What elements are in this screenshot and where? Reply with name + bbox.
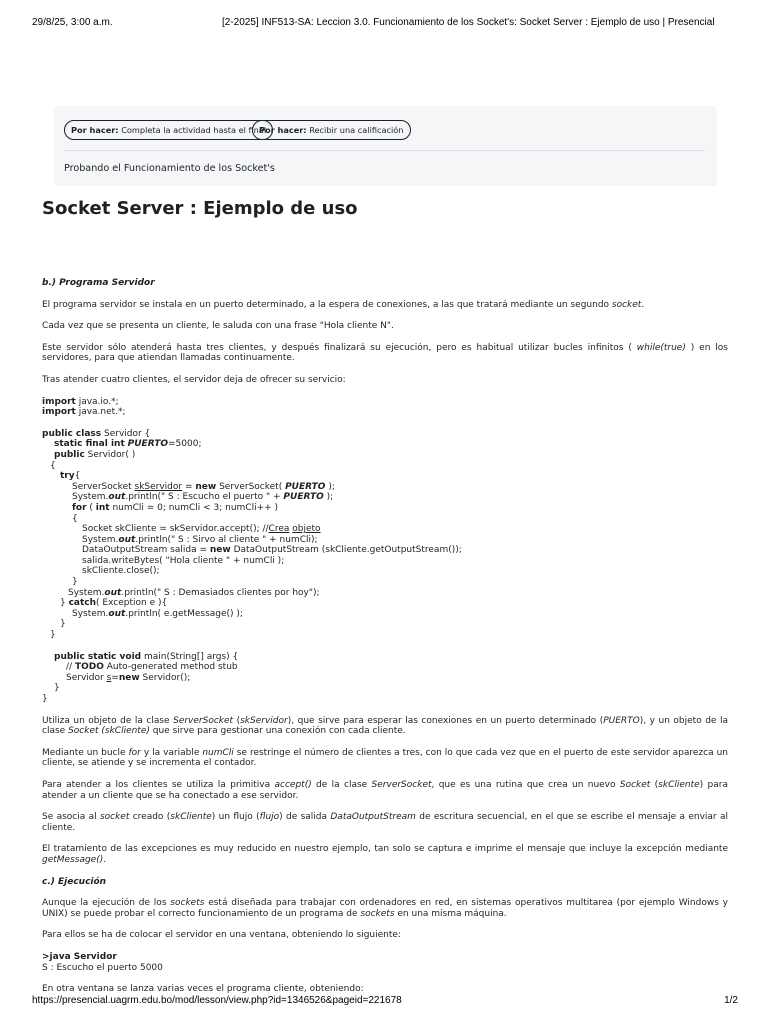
paragraph: En otra ventana se lanza varias veces el programa cliente, obteniendo: [42, 984, 364, 995]
code-line: for ( int numCli = 0; numCli < 3; numCli++ ) [72, 502, 279, 513]
code-line: try{ [60, 471, 81, 482]
code-line: skCliente.close(); [82, 566, 160, 577]
divider [64, 150, 705, 151]
code-line: Servidor s=new Servidor(); [66, 672, 191, 683]
code-line: static final int PUERTO=5000; [54, 439, 202, 450]
console-output: S : Escucho el puerto 5000 [42, 962, 163, 973]
code-line: System.out.println(" S : Escucho el puerto " + PUERTO ); [72, 492, 334, 503]
code-line: ServerSocket skServidor = new ServerSocket( PUERTO ); [72, 481, 335, 492]
code-line: DataOutputStream salida = new DataOutputStream (skCliente.getOutputStream()); [82, 545, 462, 556]
paragraph: Para atender a los clientes se utiliza la primitiva accept() de la clase ServerSocket, que es una rutina que crea un nuevo Socket (skCliente) para atender a un cliente que se ha conectado a ese servidor. [42, 779, 728, 801]
code-line: } [54, 683, 60, 694]
print-page-title: [2-2025] INF513-SA: Leccion 3.0. Funcionamiento de los Socket's: Socket Server : Ejemplo de uso | Presencial [222, 17, 715, 28]
lesson-name: Probando el Funcionamiento de los Socket's [64, 163, 275, 174]
paragraph: El tratamiento de las excepciones es muy reducido en nuestro ejemplo, tan solo se captura e imprime el mensaje que incluye la excepción mediante getMessage(). [42, 844, 728, 865]
paragraph: Mediante un bucle for y la variable numCli se restringe el número de clientes a tres, con lo que cada vez que en el puerto de este servidor aparezca un cliente, se atiende y se incrementa el contador. [42, 747, 729, 769]
code-line: { [50, 460, 56, 471]
paragraph: Este servidor sólo atenderá hasta tres clientes, y después finalizará su ejecución, pero es habitual utilizar bucles infinitos ( while(true) ) en los servidores, para que atiendan llamadas continuamente. [42, 342, 728, 364]
console-command: >java Servidor [42, 951, 117, 962]
page-url: https://presencial.uagrm.edu.bo/mod/lesson/view.php?id=1346526&pageid=221678 [32, 995, 402, 1006]
paragraph: Se asocia al socket creado (skCliente) un flujo (flujo) de salida DataOutputStream de escritura secuencial, en el que se escribe el mensaje a enviar al cliente. [42, 812, 728, 833]
print-footer [32, 995, 738, 1009]
code-line: } [50, 630, 56, 641]
print-header [32, 17, 736, 31]
paragraph: Tras atender cuatro clientes, el servidor deja de ofrecer su servicio: [42, 374, 346, 385]
code-line: // TODO Auto-generated method stub [66, 662, 238, 673]
code-line: { [72, 513, 78, 524]
paragraph: El programa servidor se instala en un puerto determinado, a la espera de conexiones, a las que tratará mediante un segundo socket. [42, 299, 645, 310]
page-number: 1/2 [724, 995, 738, 1006]
paragraph: Cada vez que se presenta un cliente, le saluda con una frase "Hola cliente N". [42, 321, 394, 332]
todo-complete-activity-badge: Por hacer: Completa la actividad hasta el final [64, 120, 273, 140]
code-line: public static void main(String[] args) { [54, 651, 239, 662]
paragraph: Para ellos se ha de colocar el servidor en una ventana, obteniendo lo siguiente: [42, 930, 401, 941]
code-line: } [42, 694, 48, 704]
code-line: import java.io.*; [42, 396, 119, 407]
code-line: } [60, 619, 66, 630]
code-line: System.out.println( e.getMessage() ); [72, 608, 243, 619]
todo-receive-grade-badge: Por hacer: Recibir una calificación [252, 120, 411, 140]
section-heading-servidor: b.) Programa Servidor [42, 278, 155, 288]
code-line: public class Servidor { [42, 428, 151, 439]
page-title: Socket Server : Ejemplo de uso [42, 198, 358, 219]
code-line: public Servidor( ) [54, 449, 136, 460]
code-line: } catch( Exception e ){ [60, 598, 168, 609]
activity-information [54, 106, 717, 186]
code-line: Socket skCliente = skServidor.accept(); //Crea objeto [82, 524, 321, 535]
code-line: System.out.println(" S : Demasiados clientes por hoy"); [68, 587, 320, 598]
paragraph: Utiliza un objeto de la clase ServerSocket (skServidor), que sirve para esperar las conexiones en un puerto determinado (PUERTO), y un objeto de la clase Socket (skCliente) que sirve para gestionar una conexión con cada cliente. [42, 715, 729, 737]
code-line: } [72, 577, 78, 588]
print-date: 29/8/25, 3:00 a.m. [32, 17, 113, 28]
lesson-content [42, 278, 728, 995]
code-line: System.out.println(" S : Sirvo al cliente " + numCli); [82, 534, 318, 545]
section-heading-ejecucion: c.) Ejecución [42, 876, 107, 887]
code-line: salida.writeBytes( "Hola cliente " + numCli ); [82, 555, 285, 566]
code-block [42, 397, 728, 705]
code-line: import java.net.*; [42, 407, 126, 418]
paragraph: Aunque la ejecución de los sockets está diseñada para trabajar con ordenadores en red, en sistemas operativos multitarea (por ejemplo Windows y UNIX) se puede probar el correcto funcionamiento de un programa de sockets en una misma máquina. [42, 898, 729, 919]
